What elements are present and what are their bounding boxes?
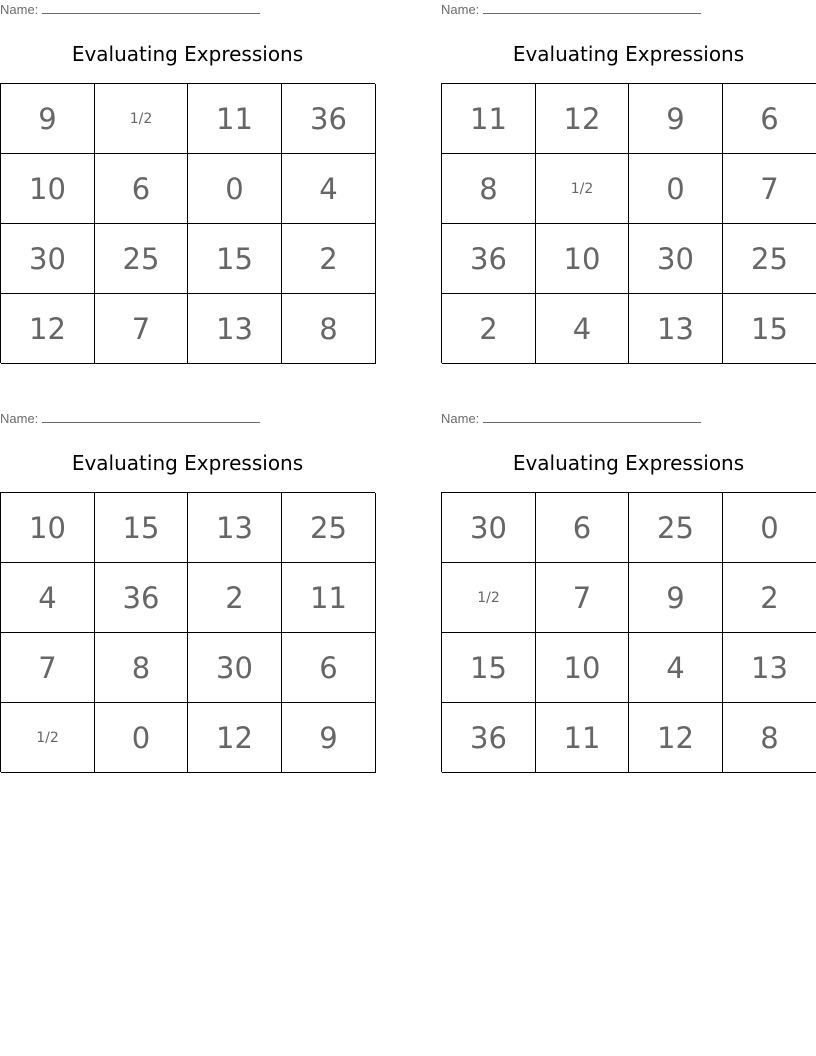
grid-cell: 13	[188, 493, 282, 563]
grid-cell: 6	[282, 633, 376, 703]
grid-cell: 10	[536, 633, 629, 703]
name-label: Name:	[441, 2, 480, 17]
answer-grid	[441, 83, 816, 363]
name-label: Name:	[0, 411, 39, 426]
answer-grid	[0, 492, 375, 772]
grid-cell: 9	[1, 84, 95, 154]
name-label: Name:	[441, 411, 480, 426]
grid-cell: 1/2	[536, 154, 629, 224]
name-underline[interactable]	[42, 2, 260, 14]
grid-cell: 12	[188, 703, 282, 773]
grid-cell: 10	[536, 224, 629, 294]
grid-cell: 30	[1, 224, 95, 294]
grid-cell: 0	[629, 154, 723, 224]
grid-cell: 4	[1, 563, 95, 633]
grid-cell: 15	[188, 224, 282, 294]
grid-cell: 36	[282, 84, 376, 154]
grid-cell: 11	[282, 563, 376, 633]
bingo-card	[441, 409, 816, 773]
grid-cell: 12	[629, 703, 723, 773]
answer-grid	[441, 492, 816, 772]
name-underline[interactable]	[42, 411, 260, 423]
grid-cell: 6	[723, 84, 816, 154]
grid-cell: 30	[188, 633, 282, 703]
grid-cell: 25	[282, 493, 376, 563]
name-field[interactable]	[441, 411, 741, 429]
grid-cell: 36	[442, 224, 536, 294]
grid-cell: 15	[442, 633, 536, 703]
grid-cell: 9	[629, 84, 723, 154]
grid-cell: 12	[1, 294, 95, 364]
worksheet-title: Evaluating Expressions	[71, 42, 304, 66]
grid-cell: 7	[723, 154, 816, 224]
grid-cell: 8	[95, 633, 188, 703]
grid-cell: 36	[442, 703, 536, 773]
name-underline[interactable]	[483, 2, 701, 14]
grid-cell: 7	[1, 633, 95, 703]
grid-cell: 7	[95, 294, 188, 364]
name-field[interactable]	[441, 2, 741, 20]
bingo-card	[441, 0, 816, 364]
worksheet-title: Evaluating Expressions	[512, 451, 745, 475]
grid-cell: 15	[723, 294, 816, 364]
grid-cell: 8	[282, 294, 376, 364]
name-field[interactable]	[0, 411, 300, 429]
grid-cell: 9	[282, 703, 376, 773]
grid-cell: 0	[95, 703, 188, 773]
grid-cell: 11	[188, 84, 282, 154]
grid-cell: 11	[442, 84, 536, 154]
grid-cell: 8	[723, 703, 816, 773]
grid-cell: 36	[95, 563, 188, 633]
grid-cell: 25	[95, 224, 188, 294]
grid-cell: 13	[188, 294, 282, 364]
grid-cell: 8	[442, 154, 536, 224]
grid-cell: 2	[442, 294, 536, 364]
grid-cell: 7	[536, 563, 629, 633]
grid-cell: 1/2	[1, 703, 95, 773]
grid-cell: 4	[536, 294, 629, 364]
grid-cell: 30	[442, 493, 536, 563]
name-underline[interactable]	[483, 411, 701, 423]
grid-cell: 6	[536, 493, 629, 563]
grid-cell: 2	[188, 563, 282, 633]
grid-cell: 0	[188, 154, 282, 224]
worksheet-title: Evaluating Expressions	[71, 451, 304, 475]
name-label: Name:	[0, 2, 39, 17]
grid-cell: 11	[536, 703, 629, 773]
name-field[interactable]	[0, 2, 300, 20]
grid-cell: 13	[723, 633, 816, 703]
grid-cell: 1/2	[442, 563, 536, 633]
grid-cell: 0	[723, 493, 816, 563]
grid-cell: 15	[95, 493, 188, 563]
grid-cell: 10	[1, 493, 95, 563]
grid-cell: 9	[629, 563, 723, 633]
grid-cell: 1/2	[95, 84, 188, 154]
grid-cell: 4	[282, 154, 376, 224]
grid-cell: 12	[536, 84, 629, 154]
answer-grid	[0, 83, 375, 363]
grid-cell: 30	[629, 224, 723, 294]
bingo-card	[0, 0, 376, 364]
grid-cell: 25	[723, 224, 816, 294]
worksheet-title: Evaluating Expressions	[512, 42, 745, 66]
grid-cell: 13	[629, 294, 723, 364]
grid-cell: 4	[629, 633, 723, 703]
grid-cell: 25	[629, 493, 723, 563]
grid-cell: 2	[723, 563, 816, 633]
bingo-card	[0, 409, 376, 773]
grid-cell: 2	[282, 224, 376, 294]
grid-cell: 10	[1, 154, 95, 224]
grid-cell: 6	[95, 154, 188, 224]
